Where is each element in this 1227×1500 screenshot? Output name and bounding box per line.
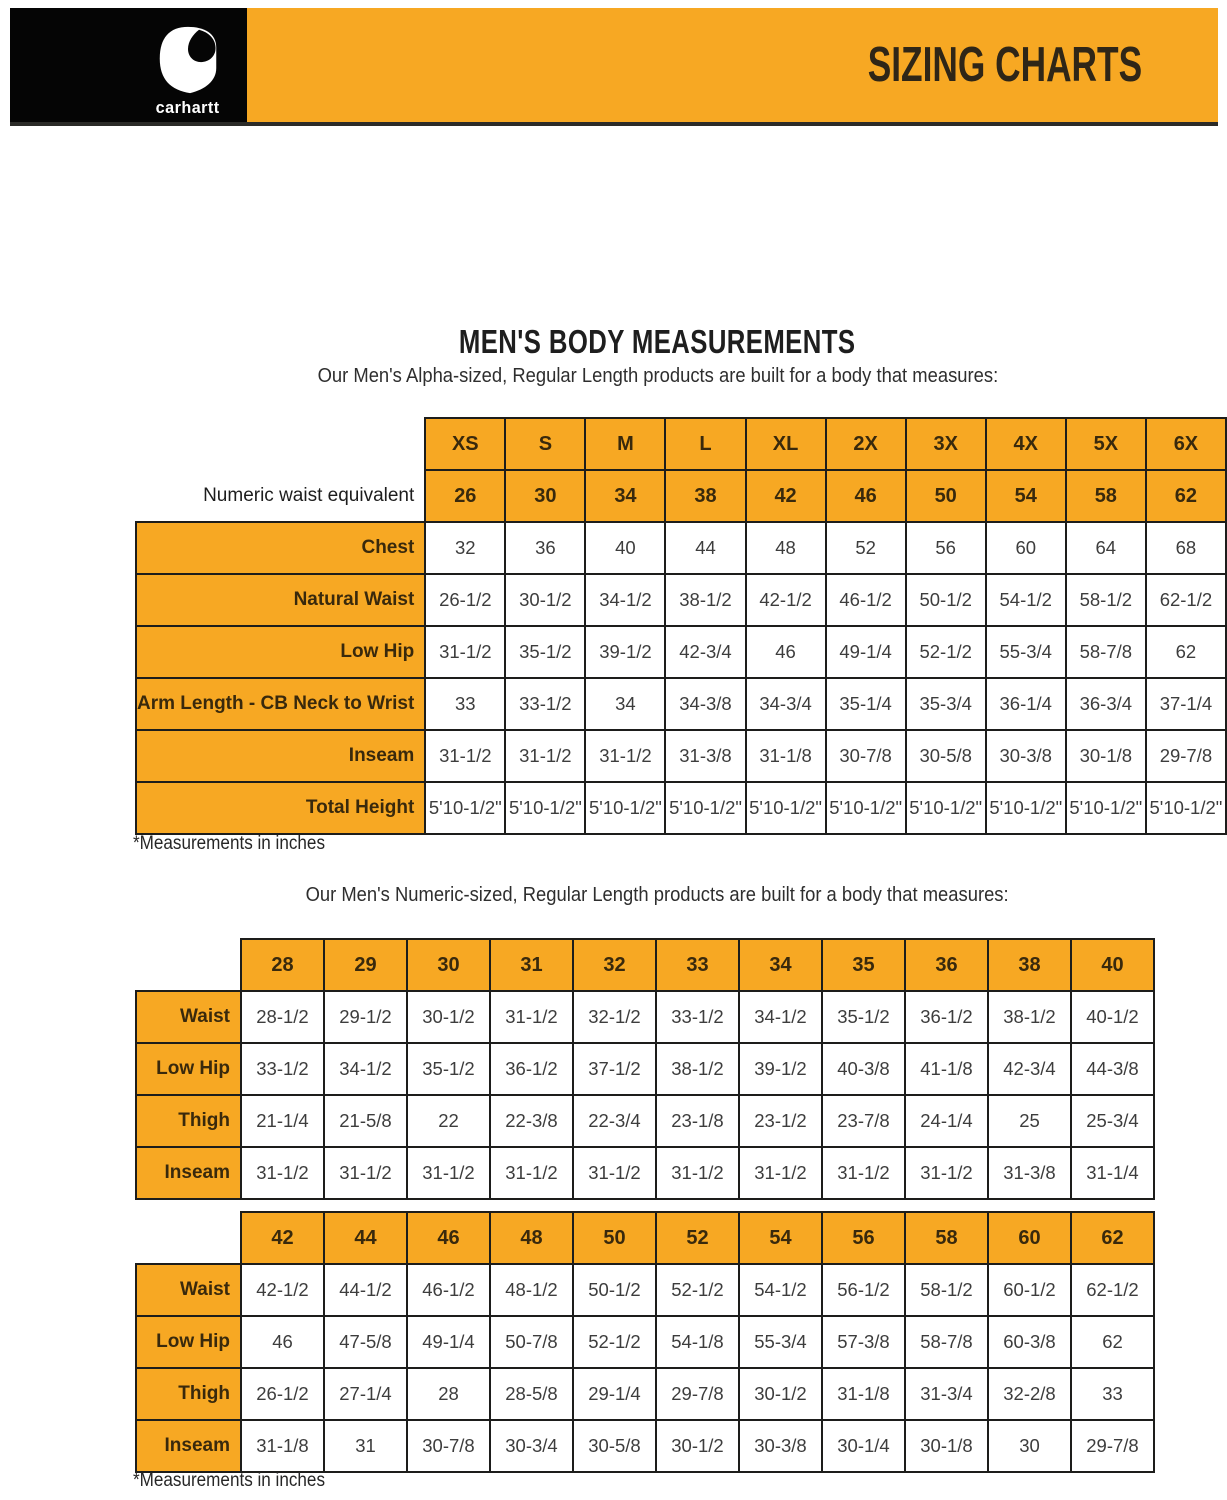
value-cell: 33-1/2 (656, 991, 739, 1043)
value-cell: 5'10-1/2" (585, 782, 665, 834)
value-cell: 30-7/8 (826, 730, 906, 782)
size-header-cell: 52 (656, 1212, 739, 1264)
value-cell: 35-1/2 (505, 626, 585, 678)
value-cell: 38-1/2 (988, 991, 1071, 1043)
value-cell: 39-1/2 (739, 1043, 822, 1095)
value-cell: 30-1/2 (656, 1420, 739, 1472)
value-cell: 49-1/4 (826, 626, 906, 678)
value-cell: 28 (407, 1368, 490, 1420)
row-label-cell: Low Hip (136, 1043, 241, 1095)
row-label-cell: Low Hip (136, 1316, 241, 1368)
value-cell: 35-1/4 (826, 678, 906, 730)
value-cell: 40-1/2 (1071, 991, 1154, 1043)
alpha-size-table (135, 417, 1227, 835)
value-cell: 5'10-1/2" (1066, 782, 1146, 834)
size-header-cell: 56 (822, 1212, 905, 1264)
value-cell: 5'10-1/2" (1146, 782, 1226, 834)
size-header-cell: 60 (988, 1212, 1071, 1264)
value-cell: 31-3/8 (665, 730, 745, 782)
size-header-cell: 48 (490, 1212, 573, 1264)
value-cell: 31-1/2 (425, 626, 505, 678)
value-cell: 35-1/2 (822, 991, 905, 1043)
value-cell: 56-1/2 (822, 1264, 905, 1316)
value-cell: 50-7/8 (490, 1316, 573, 1368)
value-cell: 30-3/4 (490, 1420, 573, 1472)
size-header-cell: XL (746, 418, 826, 470)
value-cell: 68 (1146, 522, 1226, 574)
value-cell: 5'10-1/2" (665, 782, 745, 834)
value-cell: 31-1/8 (241, 1420, 324, 1472)
value-cell: 5'10-1/2" (505, 782, 585, 834)
value-cell: 31-1/2 (505, 730, 585, 782)
section-title: MEN'S BODY MEASUREMENTS (459, 323, 856, 360)
size-header-cell: 58 (905, 1212, 988, 1264)
size-header-cell: 50 (573, 1212, 656, 1264)
value-cell: 25 (988, 1095, 1071, 1147)
value-cell: 42-1/2 (241, 1264, 324, 1316)
value-cell: 46 (746, 626, 826, 678)
value-cell: 31-1/2 (739, 1147, 822, 1199)
size-header-cell: 2X (826, 418, 906, 470)
size-header-cell: 32 (573, 939, 656, 991)
value-cell: 35-3/4 (906, 678, 986, 730)
numeric-waist-cell: 58 (1066, 470, 1146, 522)
value-cell: 23-1/8 (656, 1095, 739, 1147)
value-cell: 22-3/8 (490, 1095, 573, 1147)
value-cell: 58-7/8 (905, 1316, 988, 1368)
value-cell: 33-1/2 (241, 1043, 324, 1095)
numeric-size-table-large (135, 1211, 1155, 1473)
size-header-cell: 36 (905, 939, 988, 991)
size-header-cell: 34 (739, 939, 822, 991)
value-cell: 31-1/2 (585, 730, 665, 782)
value-cell: 50-1/2 (573, 1264, 656, 1316)
row-label-cell: Low Hip (136, 626, 425, 678)
value-cell: 54-1/2 (986, 574, 1066, 626)
numeric-waist-cell: 42 (746, 470, 826, 522)
row-label-cell: Thigh (136, 1368, 241, 1420)
value-cell: 39-1/2 (585, 626, 665, 678)
value-cell: 52-1/2 (906, 626, 986, 678)
brand-wordmark: carhartt (156, 98, 220, 117)
alpha-subtitle: Our Men's Alpha-sized, Regular Length products are built for a body that measures: (317, 365, 998, 387)
value-cell: 34-1/2 (324, 1043, 407, 1095)
numeric-waist-cell: 26 (425, 470, 505, 522)
value-cell: 31-1/2 (822, 1147, 905, 1199)
value-cell: 34-3/4 (746, 678, 826, 730)
page-title: SIZING CHARTS (867, 38, 1142, 92)
value-cell: 26-1/2 (425, 574, 505, 626)
value-cell: 62 (1146, 626, 1226, 678)
value-cell: 30-1/8 (905, 1420, 988, 1472)
value-cell: 40 (585, 522, 665, 574)
value-cell: 37-1/2 (573, 1043, 656, 1095)
value-cell: 21-1/4 (241, 1095, 324, 1147)
value-cell: 42-3/4 (665, 626, 745, 678)
row-label-cell: Inseam (136, 1147, 241, 1199)
value-cell: 26-1/2 (241, 1368, 324, 1420)
value-cell: 44-3/8 (1071, 1043, 1154, 1095)
value-cell: 35-1/2 (407, 1043, 490, 1095)
size-header-cell: XS (425, 418, 505, 470)
size-header-cell: 46 (407, 1212, 490, 1264)
carhartt-logo (145, 18, 231, 118)
value-cell: 52 (826, 522, 906, 574)
value-cell: 54-1/2 (739, 1264, 822, 1316)
value-cell: 25-3/4 (1071, 1095, 1154, 1147)
value-cell: 23-1/2 (739, 1095, 822, 1147)
numeric-waist-cell: 50 (906, 470, 986, 522)
numeric-subtitle: Our Men's Numeric-sized, Regular Length products are built for a body that measures: (305, 884, 1010, 906)
value-cell: 31-1/2 (656, 1147, 739, 1199)
header-banner (247, 8, 1218, 122)
value-cell: 64 (1066, 522, 1146, 574)
value-cell: 36 (505, 522, 585, 574)
value-cell: 40-3/8 (822, 1043, 905, 1095)
value-cell: 30-1/2 (407, 991, 490, 1043)
size-header-cell: 35 (822, 939, 905, 991)
value-cell: 28-1/2 (241, 991, 324, 1043)
header-rule (10, 122, 1218, 126)
value-cell: 5'10-1/2" (425, 782, 505, 834)
brand-box (10, 8, 247, 122)
value-cell: 44-1/2 (324, 1264, 407, 1316)
value-cell: 32-2/8 (988, 1368, 1071, 1420)
value-cell: 31-1/2 (905, 1147, 988, 1199)
value-cell: 30-1/2 (739, 1368, 822, 1420)
value-cell: 31-3/8 (988, 1147, 1071, 1199)
value-cell: 30 (988, 1420, 1071, 1472)
size-header-cell: L (665, 418, 745, 470)
value-cell: 5'10-1/2" (746, 782, 826, 834)
value-cell: 46 (241, 1316, 324, 1368)
value-cell: 30-1/2 (505, 574, 585, 626)
value-cell: 49-1/4 (407, 1316, 490, 1368)
value-cell: 30-7/8 (407, 1420, 490, 1472)
value-cell: 48-1/2 (490, 1264, 573, 1316)
row-label-cell: Inseam (136, 730, 425, 782)
value-cell: 31-1/8 (822, 1368, 905, 1420)
size-header-cell: 28 (241, 939, 324, 991)
value-cell: 21-5/8 (324, 1095, 407, 1147)
numeric-waist-cell: 30 (505, 470, 585, 522)
value-cell: 31 (324, 1420, 407, 1472)
size-header-cell: 54 (739, 1212, 822, 1264)
value-cell: 60-1/2 (988, 1264, 1071, 1316)
value-cell: 31-1/2 (490, 1147, 573, 1199)
size-header-cell: S (505, 418, 585, 470)
value-cell: 30-3/8 (986, 730, 1066, 782)
numeric-waist-cell: 38 (665, 470, 745, 522)
header-spacer (136, 939, 241, 991)
carhartt-c-icon (157, 22, 219, 98)
value-cell: 50-1/2 (906, 574, 986, 626)
row-label-cell: Waist (136, 991, 241, 1043)
value-cell: 36-1/2 (905, 991, 988, 1043)
value-cell: 46-1/2 (826, 574, 906, 626)
value-cell: 60 (986, 522, 1066, 574)
value-cell: 29-7/8 (656, 1368, 739, 1420)
value-cell: 37-1/4 (1146, 678, 1226, 730)
value-cell: 31-3/4 (905, 1368, 988, 1420)
header-spacer (136, 418, 425, 470)
value-cell: 36-1/2 (490, 1043, 573, 1095)
numeric-waist-cell: 54 (986, 470, 1066, 522)
row-label-cell: Chest (136, 522, 425, 574)
size-header-cell: 42 (241, 1212, 324, 1264)
value-cell: 33 (425, 678, 505, 730)
footnote-alpha: *Measurements in inches (133, 833, 325, 854)
value-cell: 62-1/2 (1146, 574, 1226, 626)
value-cell: 34 (585, 678, 665, 730)
value-cell: 24-1/4 (905, 1095, 988, 1147)
value-cell: 27-1/4 (324, 1368, 407, 1420)
value-cell: 62-1/2 (1071, 1264, 1154, 1316)
value-cell: 44 (665, 522, 745, 574)
value-cell: 31-1/2 (425, 730, 505, 782)
size-header-cell: 40 (1071, 939, 1154, 991)
numeric-waist-cell: 46 (826, 470, 906, 522)
numeric-size-table-small (135, 938, 1155, 1200)
row-label-cell: Arm Length - CB Neck to Wrist (136, 678, 425, 730)
value-cell: 41-1/8 (905, 1043, 988, 1095)
row-label-cell: Waist (136, 1264, 241, 1316)
value-cell: 31-1/4 (1071, 1147, 1154, 1199)
size-header-cell: 38 (988, 939, 1071, 991)
value-cell: 31-1/2 (573, 1147, 656, 1199)
row-label-cell: Inseam (136, 1420, 241, 1472)
value-cell: 52-1/2 (656, 1264, 739, 1316)
row-label-cell: Natural Waist (136, 574, 425, 626)
numeric-waist-cell: 62 (1146, 470, 1226, 522)
value-cell: 58-1/2 (905, 1264, 988, 1316)
size-header-cell: 62 (1071, 1212, 1154, 1264)
size-header-cell: 33 (656, 939, 739, 991)
value-cell: 42-1/2 (746, 574, 826, 626)
value-cell: 57-3/8 (822, 1316, 905, 1368)
value-cell: 38-1/2 (656, 1043, 739, 1095)
value-cell: 5'10-1/2" (826, 782, 906, 834)
value-cell: 48 (746, 522, 826, 574)
numeric-waist-label: Numeric waist equivalent (136, 470, 425, 522)
value-cell: 31-1/2 (490, 991, 573, 1043)
value-cell: 5'10-1/2" (986, 782, 1066, 834)
value-cell: 58-7/8 (1066, 626, 1146, 678)
value-cell: 54-1/8 (656, 1316, 739, 1368)
value-cell: 29-7/8 (1146, 730, 1226, 782)
value-cell: 30-1/4 (822, 1420, 905, 1472)
size-header-cell: 30 (407, 939, 490, 991)
value-cell: 34-3/8 (665, 678, 745, 730)
value-cell: 55-3/4 (739, 1316, 822, 1368)
value-cell: 29-7/8 (1071, 1420, 1154, 1472)
value-cell: 42-3/4 (988, 1043, 1071, 1095)
value-cell: 32 (425, 522, 505, 574)
numeric-waist-cell: 34 (585, 470, 665, 522)
size-header-cell: 4X (986, 418, 1066, 470)
value-cell: 30-1/8 (1066, 730, 1146, 782)
value-cell: 29-1/2 (324, 991, 407, 1043)
size-header-cell: 3X (906, 418, 986, 470)
size-header-cell: 44 (324, 1212, 407, 1264)
header-spacer (136, 1212, 241, 1264)
value-cell: 60-3/8 (988, 1316, 1071, 1368)
value-cell: 55-3/4 (986, 626, 1066, 678)
value-cell: 36-3/4 (1066, 678, 1146, 730)
size-header-cell: 31 (490, 939, 573, 991)
value-cell: 30-5/8 (906, 730, 986, 782)
value-cell: 30-5/8 (573, 1420, 656, 1472)
value-cell: 31-1/2 (324, 1147, 407, 1199)
value-cell: 30-3/8 (739, 1420, 822, 1472)
value-cell: 5'10-1/2" (906, 782, 986, 834)
value-cell: 33 (1071, 1368, 1154, 1420)
value-cell: 23-7/8 (822, 1095, 905, 1147)
row-label-cell: Thigh (136, 1095, 241, 1147)
value-cell: 32-1/2 (573, 991, 656, 1043)
value-cell: 22-3/4 (573, 1095, 656, 1147)
value-cell: 31-1/8 (746, 730, 826, 782)
value-cell: 29-1/4 (573, 1368, 656, 1420)
value-cell: 36-1/4 (986, 678, 1066, 730)
value-cell: 34-1/2 (739, 991, 822, 1043)
size-header-cell: 5X (1066, 418, 1146, 470)
value-cell: 52-1/2 (573, 1316, 656, 1368)
value-cell: 56 (906, 522, 986, 574)
value-cell: 33-1/2 (505, 678, 585, 730)
size-header-cell: 29 (324, 939, 407, 991)
footnote-numeric: *Measurements in inches (133, 1470, 325, 1491)
value-cell: 34-1/2 (585, 574, 665, 626)
size-header-cell: M (585, 418, 665, 470)
value-cell: 47-5/8 (324, 1316, 407, 1368)
value-cell: 31-1/2 (407, 1147, 490, 1199)
value-cell: 28-5/8 (490, 1368, 573, 1420)
row-label-cell: Total Height (136, 782, 425, 834)
value-cell: 22 (407, 1095, 490, 1147)
size-header-cell: 6X (1146, 418, 1226, 470)
value-cell: 58-1/2 (1066, 574, 1146, 626)
value-cell: 46-1/2 (407, 1264, 490, 1316)
value-cell: 31-1/2 (241, 1147, 324, 1199)
value-cell: 38-1/2 (665, 574, 745, 626)
value-cell: 62 (1071, 1316, 1154, 1368)
